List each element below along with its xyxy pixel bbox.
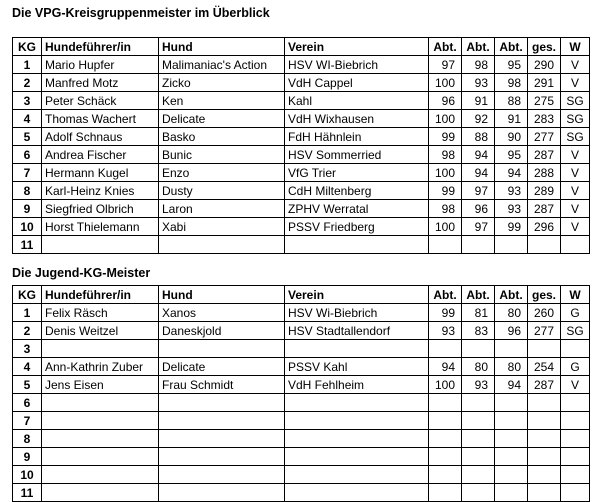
cell-handler: [42, 466, 159, 484]
cell-rating: [561, 430, 590, 448]
cell-score-1: 97: [429, 56, 462, 74]
cell-score-2: [462, 394, 495, 412]
cell-total: 287: [528, 200, 561, 218]
table-row: [13, 74, 590, 92]
cell-dog: [159, 484, 285, 502]
cell-dog: [159, 236, 285, 254]
column-header-score-1: Abt.: [429, 286, 462, 304]
cell-dog: Delicate: [159, 358, 285, 376]
cell-handler: Horst Thielemann: [42, 218, 159, 236]
cell-dog: [159, 412, 285, 430]
cell-score-3: 95: [495, 146, 528, 164]
cell-score-3: 80: [495, 304, 528, 322]
cell-kg: 5: [13, 128, 42, 146]
cell-score-1: 100: [429, 164, 462, 182]
cell-handler: Thomas Wachert: [42, 110, 159, 128]
cell-score-3: 94: [495, 164, 528, 182]
cell-kg: 2: [13, 322, 42, 340]
cell-club: [285, 236, 429, 254]
table-row: [13, 56, 590, 74]
cell-score-3: [495, 430, 528, 448]
cell-kg: 5: [13, 376, 42, 394]
cell-dog: Malimaniac's Action: [159, 56, 285, 74]
column-header-score-2: Abt.: [462, 38, 495, 56]
cell-total: 277: [528, 128, 561, 146]
cell-score-2: 94: [462, 164, 495, 182]
cell-score-2: [462, 412, 495, 430]
cell-rating: [561, 236, 590, 254]
table-header-row: [13, 38, 590, 56]
cell-score-2: 93: [462, 376, 495, 394]
cell-club: PSSV Friedberg: [285, 218, 429, 236]
cell-dog: Delicate: [159, 110, 285, 128]
table-row: [13, 430, 590, 448]
cell-dog: [159, 394, 285, 412]
table-row: [13, 484, 590, 502]
column-header-rating: W: [561, 286, 590, 304]
cell-rating: V: [561, 376, 590, 394]
cell-club: PSSV Kahl: [285, 358, 429, 376]
column-header-dog: Hund: [159, 38, 285, 56]
cell-handler: Hermann Kugel: [42, 164, 159, 182]
cell-score-3: [495, 394, 528, 412]
cell-club: HSV Wi-Biebrich: [285, 304, 429, 322]
cell-handler: Karl-Heinz Knies: [42, 182, 159, 200]
cell-rating: G: [561, 304, 590, 322]
cell-total: 296: [528, 218, 561, 236]
cell-score-2: 80: [462, 358, 495, 376]
cell-total: 254: [528, 358, 561, 376]
cell-total: 289: [528, 182, 561, 200]
cell-score-3: 96: [495, 322, 528, 340]
cell-handler: [42, 340, 159, 358]
cell-total: [528, 340, 561, 358]
cell-score-3: 93: [495, 200, 528, 218]
cell-score-2: 97: [462, 218, 495, 236]
cell-rating: [561, 394, 590, 412]
youth-championship-table: [12, 285, 590, 502]
table-row: [13, 218, 590, 236]
cell-score-1: [429, 430, 462, 448]
cell-score-3: 98: [495, 74, 528, 92]
cell-score-1: 99: [429, 182, 462, 200]
table-row: [13, 200, 590, 218]
cell-score-3: [495, 466, 528, 484]
cell-rating: V: [561, 56, 590, 74]
cell-score-1: 98: [429, 146, 462, 164]
cell-score-3: [495, 412, 528, 430]
column-header-score-1: Abt.: [429, 38, 462, 56]
cell-kg: 10: [13, 218, 42, 236]
cell-score-3: 88: [495, 92, 528, 110]
column-header-club: Verein: [285, 286, 429, 304]
cell-score-2: 94: [462, 146, 495, 164]
cell-score-3: 93: [495, 182, 528, 200]
cell-total: [528, 394, 561, 412]
column-header-rating: W: [561, 38, 590, 56]
table-row: [13, 340, 590, 358]
table-row: [13, 182, 590, 200]
cell-handler: [42, 484, 159, 502]
cell-score-2: [462, 448, 495, 466]
cell-total: 277: [528, 322, 561, 340]
cell-score-1: [429, 484, 462, 502]
cell-score-2: 96: [462, 200, 495, 218]
cell-total: [528, 236, 561, 254]
championship-table: [12, 37, 590, 254]
cell-score-2: [462, 484, 495, 502]
cell-total: 291: [528, 74, 561, 92]
cell-rating: V: [561, 218, 590, 236]
cell-score-1: [429, 394, 462, 412]
cell-club: [285, 484, 429, 502]
cell-dog: Frau Schmidt: [159, 376, 285, 394]
cell-score-3: [495, 340, 528, 358]
cell-kg: 9: [13, 200, 42, 218]
cell-handler: Peter Schäck: [42, 92, 159, 110]
column-header-kg: KG: [13, 38, 42, 56]
cell-total: 260: [528, 304, 561, 322]
cell-score-2: 83: [462, 322, 495, 340]
cell-score-1: [429, 448, 462, 466]
cell-handler: [42, 430, 159, 448]
cell-rating: [561, 412, 590, 430]
column-header-handler: Hundeführer/in: [42, 38, 159, 56]
cell-club: FdH Hähnlein: [285, 128, 429, 146]
cell-score-3: [495, 448, 528, 466]
cell-rating: [561, 340, 590, 358]
cell-kg: 11: [13, 484, 42, 502]
cell-dog: Dusty: [159, 182, 285, 200]
cell-score-2: [462, 430, 495, 448]
cell-score-1: [429, 236, 462, 254]
cell-rating: V: [561, 164, 590, 182]
table-row: [13, 164, 590, 182]
cell-rating: G: [561, 358, 590, 376]
cell-club: Kahl: [285, 92, 429, 110]
cell-dog: Enzo: [159, 164, 285, 182]
cell-score-1: 96: [429, 92, 462, 110]
cell-club: [285, 448, 429, 466]
cell-kg: 4: [13, 110, 42, 128]
cell-kg: 2: [13, 74, 42, 92]
cell-score-2: 93: [462, 74, 495, 92]
cell-club: [285, 394, 429, 412]
cell-dog: [159, 430, 285, 448]
cell-club: ZPHV Werratal: [285, 200, 429, 218]
cell-handler: Felix Räsch: [42, 304, 159, 322]
cell-rating: V: [561, 74, 590, 92]
cell-club: HSV Sommerried: [285, 146, 429, 164]
column-header-score-2: Abt.: [462, 286, 495, 304]
cell-score-1: [429, 340, 462, 358]
table-row: [13, 412, 590, 430]
cell-handler: Mario Hupfer: [42, 56, 159, 74]
cell-rating: [561, 484, 590, 502]
cell-total: 288: [528, 164, 561, 182]
cell-club: [285, 430, 429, 448]
cell-rating: SG: [561, 322, 590, 340]
cell-kg: 7: [13, 164, 42, 182]
table-row: [13, 110, 590, 128]
cell-club: VfG Trier: [285, 164, 429, 182]
cell-total: 283: [528, 110, 561, 128]
cell-kg: 11: [13, 236, 42, 254]
cell-score-2: [462, 466, 495, 484]
cell-dog: Daneskjold: [159, 322, 285, 340]
table-row: [13, 146, 590, 164]
cell-dog: [159, 448, 285, 466]
table-row: [13, 376, 590, 394]
cell-score-3: [495, 484, 528, 502]
table-row: [13, 304, 590, 322]
cell-score-1: 100: [429, 110, 462, 128]
cell-total: [528, 412, 561, 430]
cell-handler: Jens Eisen: [42, 376, 159, 394]
cell-handler: Adolf Schnaus: [42, 128, 159, 146]
cell-kg: 8: [13, 182, 42, 200]
cell-kg: 8: [13, 430, 42, 448]
cell-club: CdH Miltenberg: [285, 182, 429, 200]
column-header-dog: Hund: [159, 286, 285, 304]
cell-handler: Andrea Fischer: [42, 146, 159, 164]
cell-score-2: [462, 236, 495, 254]
cell-kg: 4: [13, 358, 42, 376]
cell-score-2: 91: [462, 92, 495, 110]
cell-total: 287: [528, 376, 561, 394]
column-header-kg: KG: [13, 286, 42, 304]
cell-kg: 9: [13, 448, 42, 466]
cell-dog: Ken: [159, 92, 285, 110]
cell-score-1: 94: [429, 358, 462, 376]
cell-rating: V: [561, 200, 590, 218]
cell-score-1: 100: [429, 376, 462, 394]
cell-kg: 3: [13, 92, 42, 110]
table-row: [13, 236, 590, 254]
cell-dog: Basko: [159, 128, 285, 146]
cell-kg: 6: [13, 146, 42, 164]
cell-kg: 10: [13, 466, 42, 484]
cell-score-3: 90: [495, 128, 528, 146]
cell-club: HSV Stadtallendorf: [285, 322, 429, 340]
cell-total: [528, 484, 561, 502]
cell-score-2: 98: [462, 56, 495, 74]
table-row: [13, 448, 590, 466]
cell-club: VdH Cappel: [285, 74, 429, 92]
cell-total: 290: [528, 56, 561, 74]
cell-score-1: 100: [429, 218, 462, 236]
cell-rating: SG: [561, 92, 590, 110]
cell-rating: V: [561, 146, 590, 164]
cell-handler: Manfred Motz: [42, 74, 159, 92]
cell-club: [285, 466, 429, 484]
cell-total: [528, 448, 561, 466]
cell-dog: Zicko: [159, 74, 285, 92]
cell-score-1: [429, 466, 462, 484]
cell-dog: Xabi: [159, 218, 285, 236]
cell-rating: SG: [561, 128, 590, 146]
cell-club: [285, 340, 429, 358]
cell-club: VdH Fehlheim: [285, 376, 429, 394]
cell-score-1: [429, 412, 462, 430]
cell-score-3: 94: [495, 376, 528, 394]
column-header-club: Verein: [285, 38, 429, 56]
cell-rating: SG: [561, 110, 590, 128]
cell-kg: 6: [13, 394, 42, 412]
cell-dog: [159, 340, 285, 358]
table-row: [13, 92, 590, 110]
cell-score-2: 97: [462, 182, 495, 200]
cell-handler: [42, 448, 159, 466]
cell-score-1: 100: [429, 74, 462, 92]
cell-score-3: [495, 236, 528, 254]
table-row: [13, 394, 590, 412]
cell-score-1: 99: [429, 128, 462, 146]
cell-rating: V: [561, 182, 590, 200]
table-row: [13, 466, 590, 484]
cell-score-2: 88: [462, 128, 495, 146]
table-header-row: [13, 286, 590, 304]
column-header-score-3: Abt.: [495, 38, 528, 56]
cell-handler: [42, 412, 159, 430]
cell-score-3: 91: [495, 110, 528, 128]
cell-kg: 3: [13, 340, 42, 358]
column-header-score-3: Abt.: [495, 286, 528, 304]
cell-dog: Bunic: [159, 146, 285, 164]
column-header-total: ges.: [528, 286, 561, 304]
cell-club: [285, 412, 429, 430]
cell-kg: 7: [13, 412, 42, 430]
cell-total: 275: [528, 92, 561, 110]
cell-handler: [42, 236, 159, 254]
table2-title: Die Jugend-KG-Meister: [12, 266, 151, 280]
cell-dog: [159, 466, 285, 484]
cell-score-3: 99: [495, 218, 528, 236]
cell-score-2: [462, 340, 495, 358]
cell-score-3: 95: [495, 56, 528, 74]
cell-total: 287: [528, 146, 561, 164]
column-header-total: ges.: [528, 38, 561, 56]
cell-kg: 1: [13, 304, 42, 322]
table-row: [13, 358, 590, 376]
cell-score-3: 80: [495, 358, 528, 376]
cell-handler: Siegfried Olbrich: [42, 200, 159, 218]
cell-kg: 1: [13, 56, 42, 74]
cell-handler: [42, 394, 159, 412]
table-row: [13, 322, 590, 340]
cell-score-2: 81: [462, 304, 495, 322]
cell-total: [528, 466, 561, 484]
table-row: [13, 128, 590, 146]
cell-handler: Ann-Kathrin Zuber: [42, 358, 159, 376]
table1-title: Die VPG-Kreisgruppenmeister im Überblick: [12, 6, 270, 20]
cell-dog: Xanos: [159, 304, 285, 322]
cell-rating: [561, 466, 590, 484]
cell-total: [528, 430, 561, 448]
cell-score-1: 99: [429, 304, 462, 322]
cell-dog: Laron: [159, 200, 285, 218]
cell-handler: Denis Weitzel: [42, 322, 159, 340]
cell-club: HSV WI-Biebrich: [285, 56, 429, 74]
cell-score-2: 92: [462, 110, 495, 128]
cell-score-1: 93: [429, 322, 462, 340]
cell-rating: [561, 448, 590, 466]
cell-club: VdH Wixhausen: [285, 110, 429, 128]
cell-score-1: 98: [429, 200, 462, 218]
column-header-handler: Hundeführer/in: [42, 286, 159, 304]
